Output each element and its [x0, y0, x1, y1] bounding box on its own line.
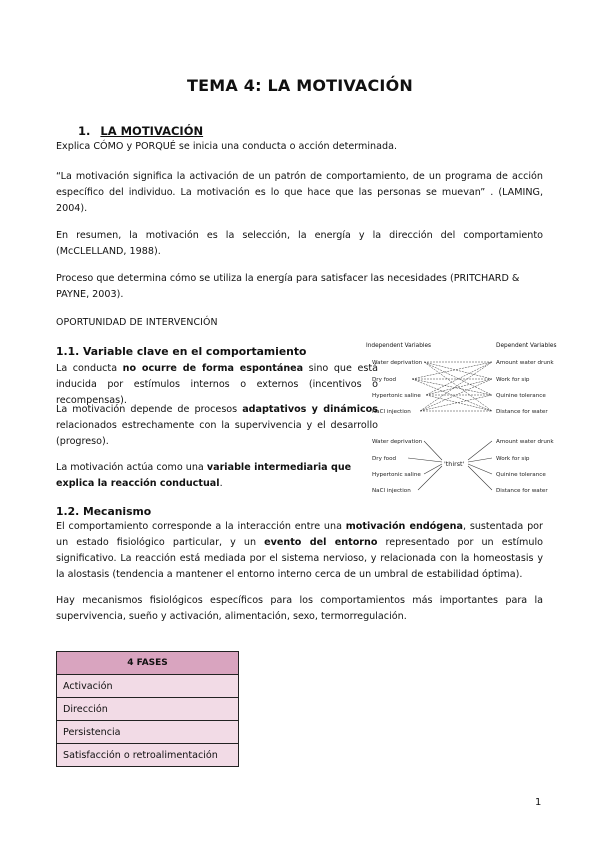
section-1-heading [78, 124, 203, 138]
left-item-top: Dry food [372, 377, 397, 383]
process-paragraph: Proceso que determina cómo se utiliza la energía para satisfacer las necesidades (PRITCHARD & PAYNE, 2003). [56, 273, 520, 300]
left-item-top: Hypertonic saline [372, 393, 421, 399]
section-1-2-paragraph-1 [56, 519, 543, 583]
right-header: Dependent Variables [496, 343, 557, 349]
left-item-top: Water deprivation [372, 360, 423, 366]
cross-connections [412, 362, 492, 411]
left-item-bottom: NaCl injection [372, 488, 411, 494]
text-run: relacionados estrechamente con la supervivencia y el desarrollo (progreso). [56, 420, 378, 447]
section-1-intro: Explica CÓMO y PORQUÉ se inicia una conducta o acción determinada. [56, 141, 398, 152]
table-cell: Satisfacción o retroalimentación [57, 744, 239, 767]
section-1-label: LA MOTIVACIÓN [100, 124, 204, 138]
text-run: , sustentada por un estado fisiológico particular, y un [56, 521, 543, 548]
text-run: representado por un estímulo significativo. La reacción está mediada por el sistema nervioso, y relacionada con la homeostasis y la alostasis (tendencia a mantener el entorno interno cerca de un umbral de estabilidad óptima). [56, 537, 543, 580]
diagram-svg [362, 340, 558, 500]
bold-run: variable intermediaria que explica la reacción conductual [56, 462, 352, 489]
text-run: . [219, 478, 223, 489]
bold-run: adaptativos y dinámicos [242, 404, 378, 415]
table-cell: Persistencia [57, 721, 239, 744]
left-item-top: NaCl injection [372, 409, 411, 415]
table-cell: Activación [57, 675, 239, 698]
center-label: 'thirst' [444, 460, 465, 468]
fases-table [56, 651, 239, 767]
table-row [57, 675, 239, 698]
opportunity-label: OPORTUNIDAD DE INTERVENCIÓN [56, 317, 218, 328]
right-item-bottom: Work for sip [496, 456, 530, 462]
bold-run: no ocurre de forma espontánea [122, 363, 304, 374]
right-item-top: Distance for water [496, 409, 548, 415]
right-item-top: Quinine tolerance [496, 393, 546, 399]
right-item-top: Amount water drunk [496, 360, 554, 366]
summary-paragraph: En resumen, la motivación es la selección, la energía y la dirección del comportamiento (McCLELLAND, 1988). [56, 230, 543, 257]
left-item-bottom: Dry food [372, 456, 397, 462]
left-item-bottom: Water deprivation [372, 439, 423, 445]
right-item-top: Work for sip [496, 377, 530, 383]
table-header-row [57, 652, 239, 675]
table-row [57, 744, 239, 767]
right-item-bottom: Amount water drunk [496, 439, 554, 445]
section-1-1-heading: 1.1. Variable clave en el comportamiento [56, 345, 307, 358]
left-header: Independent Variables [366, 343, 432, 349]
bold-run: evento del entorno [264, 537, 378, 548]
text-run: sino que está inducida por estímulos internos o externos (incentivos o recompensas). [56, 363, 378, 406]
table-header: 4 FASES [57, 652, 239, 675]
right-item-bottom: Distance for water [496, 488, 548, 494]
section-1-2-paragraph-2: Hay mecanismos fisiológicos específicos para los comportamientos más importantes para la supervivencia, sueño y activación, alimentación, sexo, termorregulación. [56, 595, 543, 622]
bold-run: motivación endógena [345, 521, 463, 532]
table-row [57, 698, 239, 721]
page-number: 1 [535, 797, 542, 808]
text-run: El comportamiento corresponde a la interacción entre una [56, 521, 346, 532]
section-1-1-paragraph-3 [56, 460, 356, 492]
table-row [57, 721, 239, 744]
text-run: La motivación depende de procesos [56, 404, 243, 415]
text-run: La motivación actúa como una [56, 462, 207, 473]
page-title: TEMA 4: LA MOTIVACIÓN [187, 76, 413, 95]
section-1-number: 1. [78, 124, 91, 138]
laming-quote: “La motivación significa la activación de un patrón de comportamiento, de un programa de acción específico del individuo. La motivación es lo que hace que las personas se muevan” . (LAMING, 2004). [56, 171, 543, 214]
left-item-bottom: Hypertonic saline [372, 472, 421, 478]
thirst-variables-diagram [362, 340, 558, 500]
section-1-1-paragraph-2 [56, 402, 378, 450]
section-1-2-heading: 1.2. Mecanismo [56, 505, 152, 518]
table-cell: Dirección [57, 698, 239, 721]
right-item-bottom: Quinine tolerance [496, 472, 546, 478]
text-run: La conducta [56, 363, 123, 374]
